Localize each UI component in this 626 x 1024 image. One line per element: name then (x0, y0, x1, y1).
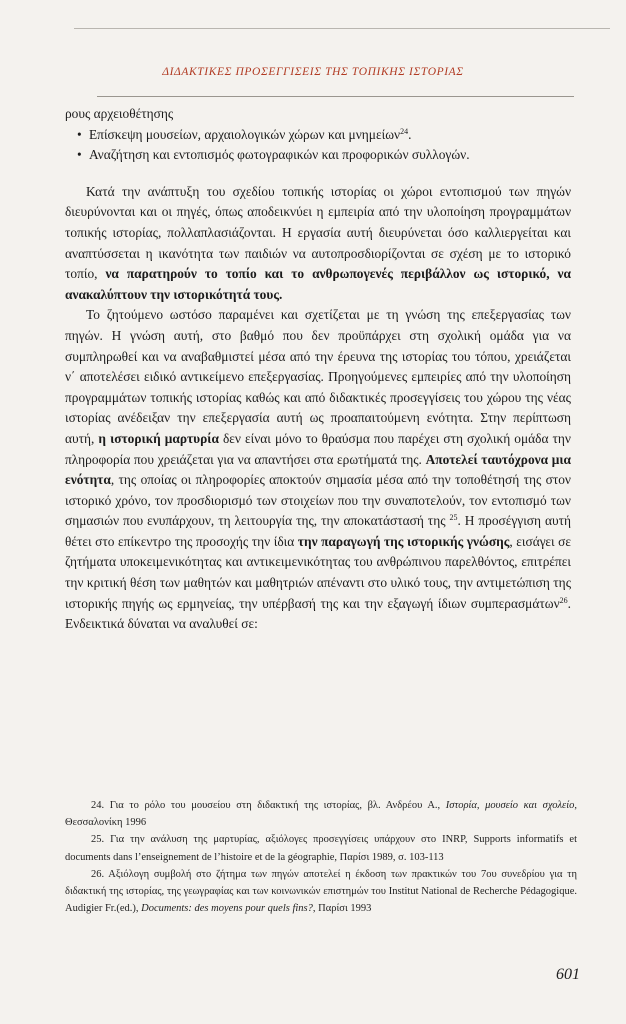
running-header: ΔΙΔΑΚΤΙΚΕΣ ΠΡΟΣΕΓΓΙΣΕΙΣ ΤΗΣ ΤΟΠΙΚΗΣ ΙΣΤΟΡΙΑΣ (162, 66, 464, 78)
fn24-b: , Θεσσαλονίκη 1996 (65, 800, 577, 829)
fn25-a: 25. Για την ανάλυση της μαρτυρίας, αξιόλογες προσεγγίσεις υπάρχουν στο INRP, Supports informatifs et documents dans l’enseignement de l’histoire et de la géographie, Παρίσι 1989, σ. 103-113 (65, 834, 577, 863)
footnote-ref-24: 24 (400, 126, 409, 136)
bullet-icon: • (77, 126, 82, 142)
p2-seg-4: . Η προσέγγιση αυτή θέτει στο επίκεντρο της προσοχής την ίδια (65, 513, 571, 549)
footnote-26 (65, 866, 577, 918)
paragraph-2 (65, 305, 571, 635)
main-text (65, 104, 571, 635)
p2-seg-1: Το ζητούμενο ωστόσο παραμένει και σχετίζεται με τη γνώση της επεξεργασίας των πηγών. Η γνώση αυτή, στο βαθμό που δεν προϋπάρχει στη σχολική ομάδα για να συμπληρωθεί και να αναβαθμιστεί μέσα από την έρευνα της ιστορίας του τόπου, χρειάζεται ν΄ αποτελέσει ειδικό αντικείμενο επεξεργασίας. Προηγούμενες εμπειρίες από την υλοποίηση προγραμμάτων τοπικής ιστορίας καθώς και από διδακτικές προσεγγίσεις του χώρου της νέας ιστορίας ανέδειξαν την επεξεργασία αυτή ως προαπαιτούμενη ενότητα. Στην περίπτωση αυτή, (65, 307, 571, 446)
bullet-list (65, 125, 571, 166)
bullet-text: Αναζήτηση και εντοπισμός φωτογραφικών και προφορικών συλλογών. (89, 147, 470, 163)
fn24-title: Ιστορία, μουσείο και σχολείο (445, 800, 575, 811)
p2-seg-3: , της οποίας οι πληροφορίες αποκτούν σημασία μέσα από την τοποθέτησή της στον ιστορικό χρόνο, τον προσδιορισμό των στοιχείων που την συναποτελούν, τον εντοπισμό των σημασιών που ενυπάρχουν, τη λειτουργία της, την αποκατάστασή της (65, 472, 571, 529)
paragraph-1-bold: να παρατηρούν το τοπίο και το ανθρωπογενές περιβάλλον ως ιστορικό, να ανακαλύπτουν την ιστορικότητά τους. (65, 266, 571, 302)
header-rule (97, 96, 574, 97)
fn26-title: Documents: des moyens pour quels fins? (141, 903, 313, 915)
fn24-a: 24. Για το ρόλο του μουσείου στη διδακτική της ιστορίας, βλ. Ανδρέου Α., (91, 800, 446, 811)
footnote-25 (65, 831, 577, 865)
footnote-ref-26: 26 (559, 595, 568, 605)
fn26-b: , Παρίσι 1993 (312, 903, 372, 915)
p2-seg-6: . Ενδεικτικά δύναται να αναλυθεί σε: (65, 595, 571, 632)
p2-bold-1: η ιστορική μαρτυρία (98, 430, 219, 446)
bullet-item-museums (77, 125, 571, 146)
footnote-ref-25: 25 (449, 513, 458, 523)
footnote-24 (65, 797, 577, 831)
bullet-item-collections (77, 145, 571, 166)
footnotes (65, 797, 577, 917)
p2-seg-5: , εισάγει σε ζητήματα υποκειμενικότητας και αντικειμενικότητας του ανθρώπινου παρελθόντος, επιτρέπει την κριτική θέση των μαθητών και μαθητριών απέναντι στο υλικό τους, την αντιμετώπιση της ιστορικής πηγής ως ερμηνείας, την υπέρβασή της και την εξαγωγή ίδιων συμπερασμάτων (65, 533, 572, 611)
paragraph-1-text: Κατά την ανάπτυξη του σχεδίου τοπικής ιστορίας οι χώροι εντοπισμού των πηγών διευρύνονται και οι πηγές, όπως αποδεικνύει η εμπειρία από την υλοποίηση προγραμμάτων τοπικής ιστορίας, πολλαπλασιάζονται. Η εργασία αυτή διευρύνεται όσο καλλιεργείται και αναπτύσσεται η ικανότητα των παιδιών να αυτοπροσδιορίζονται σε σχέση με το ιστορικό τοπίο, (65, 183, 571, 282)
bullet-icon: • (77, 147, 82, 163)
bullet-text: Επίσκεψη μουσείων, αρχαιολογικών χώρων και μνημείων (89, 126, 401, 142)
continued-line: ρους αρχειοθέτησης (65, 106, 174, 121)
p2-seg-2: δεν είναι μόνο το θραύσμα που παρέχει στη σχολική ομάδα την πληροφορία που χρειάζεται για να απαντήσει στα ερωτήματά της. (65, 430, 571, 467)
page-number: 601 (556, 966, 580, 983)
paragraph-1 (65, 182, 571, 306)
p2-bold-3: την παραγωγή της ιστορικής γνώσης (297, 533, 510, 549)
fn26-a: 26. Αξιόλογη συμβολή στο ζήτημα των πηγών αποτελεί η έκδοση των πρακτικών του 7ου συνεδρίου για τη διδακτική της ιστορίας, της γεωγραφίας και των κοινωνικών επιστημών του Institut National de Recherche Pédagogique. Audigier Fr.(ed.), (65, 868, 577, 915)
top-edge-rule (74, 28, 610, 29)
bullet-tail: . (408, 126, 412, 142)
p2-bold-2: Αποτελεί ταυτόχρονα μια ενότητα (65, 451, 571, 488)
